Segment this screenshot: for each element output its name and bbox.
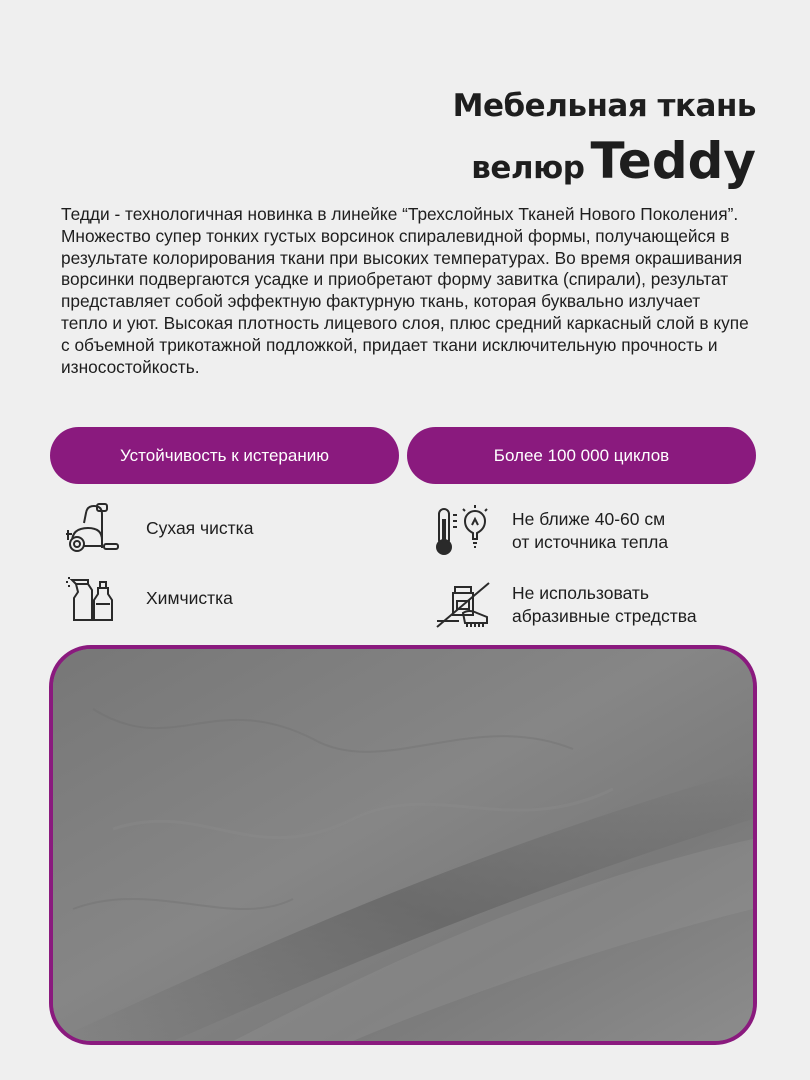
abrasion-badge-label: Устойчивость к истеранию	[120, 445, 329, 465]
feature-dry-cleaning	[62, 500, 253, 556]
page-title: Мебельная ткань	[452, 88, 756, 124]
feature-no-abrasives	[432, 577, 697, 633]
thermometer-bulb-icon	[432, 503, 494, 559]
feature-dry-cleaning-label: Сухая чистка	[146, 517, 254, 538]
feature-heat-distance-label: Не ближе 40-60 см от источника тепла	[512, 509, 669, 552]
brand-name: Teddy	[590, 132, 756, 190]
vacuum-cleaner-icon	[62, 500, 122, 556]
no-abrasive-icon	[432, 577, 494, 633]
feature-chemical-cleaning	[62, 570, 233, 626]
product-description: Тедди - технологичная новинка в линейке “Трехслойных Тканей Нового Поколения”. Множество супер тонких густых ворсинок спиралевидной формы, получающейся в результате колорирования ткани при высоких температурах. Во время окрашивания ворсинки подвергаются усадке и приобретают форму завитка (спирали), результат представляет собой эффектную фактурную ткань, которая буквально излучает тепло и уют. Высокая плотность лицевого слоя, плюс средний каркасный слой в купе с объемной трикотажной подложкой, придает ткани исключительную прочность и износостойкость.	[61, 204, 749, 377]
cycles-badge	[407, 427, 756, 484]
feature-heat-distance	[432, 503, 668, 559]
feature-no-abrasives-label: Не использовать абразивные стредства	[512, 583, 697, 626]
chemical-bottles-icon	[62, 570, 122, 626]
product-name	[471, 132, 756, 190]
fabric-photo	[49, 645, 757, 1045]
feature-chemical-cleaning-label: Химчистка	[146, 587, 233, 608]
product-type: велюр	[471, 150, 585, 186]
cycles-badge-label: Более 100 000 циклов	[493, 445, 670, 465]
abrasion-badge	[50, 427, 399, 484]
fabric-texture-image	[53, 649, 753, 1041]
